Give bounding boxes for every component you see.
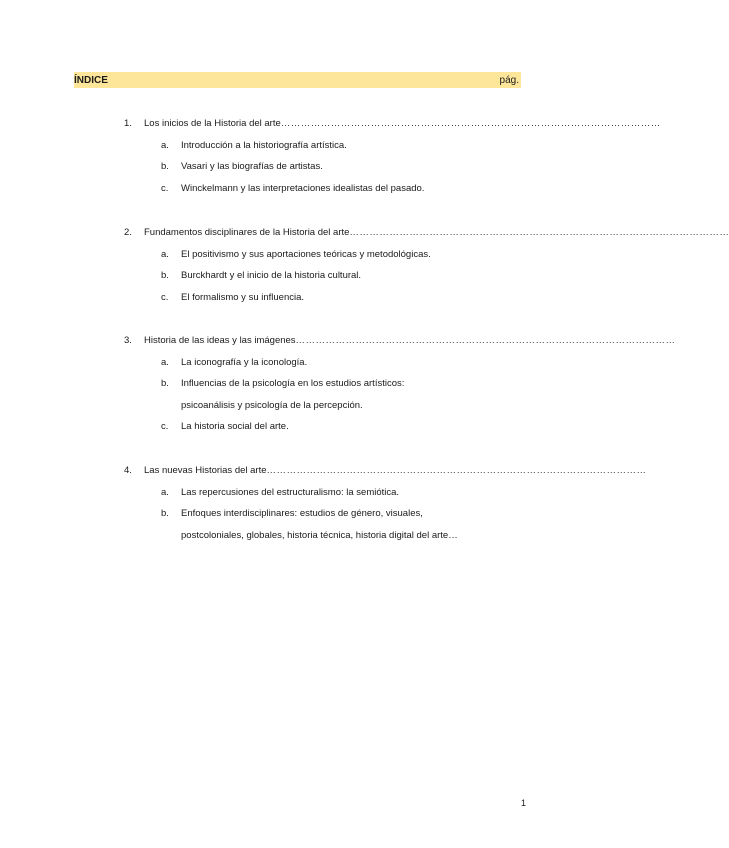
toc-subitem bbox=[161, 357, 521, 369]
section-title: Fundamentos disciplinares de la Historia del arte bbox=[144, 227, 350, 238]
index-header bbox=[74, 72, 521, 88]
subitem-letter: c. bbox=[161, 421, 169, 432]
leader-dots: …………………………………………………………………………………………………… bbox=[295, 335, 676, 346]
subitem-letter: b. bbox=[161, 270, 169, 281]
subitem-text: Vasari y las biografías de artistas. bbox=[181, 161, 323, 172]
subitem-continuation: psicoanálisis y psicología de la percepción. bbox=[181, 399, 363, 411]
page-number: 1 bbox=[521, 798, 527, 808]
subitem-letter: b. bbox=[161, 378, 169, 389]
toc-section-1 bbox=[124, 118, 661, 130]
section-number: 3. bbox=[124, 335, 132, 346]
subitem-text: Las repercusiones del estructuralismo: la semiótica. bbox=[181, 486, 400, 498]
page-column-label: pág. bbox=[499, 74, 519, 86]
toc-subitem bbox=[161, 508, 521, 520]
subitem-letter: b. bbox=[161, 161, 169, 172]
subitem-letter: a. bbox=[161, 486, 169, 498]
subitem-text: La historia social del arte. bbox=[181, 421, 289, 432]
subitem-text: Introducción a la historiografía artística. bbox=[181, 139, 347, 151]
toc-subitem bbox=[161, 161, 521, 173]
toc-section-2 bbox=[124, 227, 729, 239]
toc-subitem bbox=[161, 421, 521, 433]
subitem-letter: b. bbox=[161, 508, 169, 519]
subitem-text: Enfoques interdisciplinares: estudios de género, visuales, bbox=[181, 508, 423, 519]
toc-section-4 bbox=[124, 465, 647, 477]
subitem-letter: c. bbox=[161, 182, 169, 194]
subitem-text: Burckhardt y el inicio de la historia cultural. bbox=[181, 270, 362, 281]
toc-subitem bbox=[161, 140, 521, 152]
index-title: ÍNDICE bbox=[74, 74, 108, 86]
toc-subitem bbox=[161, 183, 521, 195]
toc-subitem bbox=[161, 487, 521, 499]
section-title: Las nuevas Historias del arte bbox=[144, 465, 267, 476]
subitem-letter: c. bbox=[161, 291, 169, 303]
toc-subitem bbox=[161, 270, 521, 282]
subitem-text: El formalismo y su influencia. bbox=[181, 291, 305, 303]
toc-subitem bbox=[161, 292, 521, 304]
section-title: Historia de las ideas y las imágenes bbox=[144, 335, 296, 346]
subitem-letter: a. bbox=[161, 139, 169, 151]
leader-dots: …………………………………………………………………………………………………… bbox=[349, 227, 729, 238]
leader-dots: …………………………………………………………………………………………………… bbox=[280, 118, 661, 129]
subitem-text: Winckelmann y las interpretaciones idealistas del pasado. bbox=[181, 182, 425, 194]
section-number: 2. bbox=[124, 227, 132, 238]
subitem-letter: a. bbox=[161, 248, 169, 260]
subitem-text: Influencias de la psicología en los estudios artísticos: bbox=[181, 378, 405, 389]
section-number: 4. bbox=[124, 465, 132, 476]
toc-subitem bbox=[161, 249, 521, 261]
leader-dots: …………………………………………………………………………………………………… bbox=[266, 465, 647, 476]
subitem-letter: a. bbox=[161, 356, 169, 368]
section-number: 1. bbox=[124, 118, 132, 129]
section-title: Los inicios de la Historia del arte bbox=[144, 118, 281, 129]
toc-subitem bbox=[161, 378, 521, 390]
subitem-text: El positivismo y sus aportaciones teóricas y metodológicas. bbox=[181, 248, 431, 260]
subitem-text: La iconografía y la iconología. bbox=[181, 356, 308, 368]
subitem-continuation: postcoloniales, globales, historia técnica, historia digital del arte… bbox=[181, 529, 458, 541]
toc-section-3 bbox=[124, 335, 676, 347]
